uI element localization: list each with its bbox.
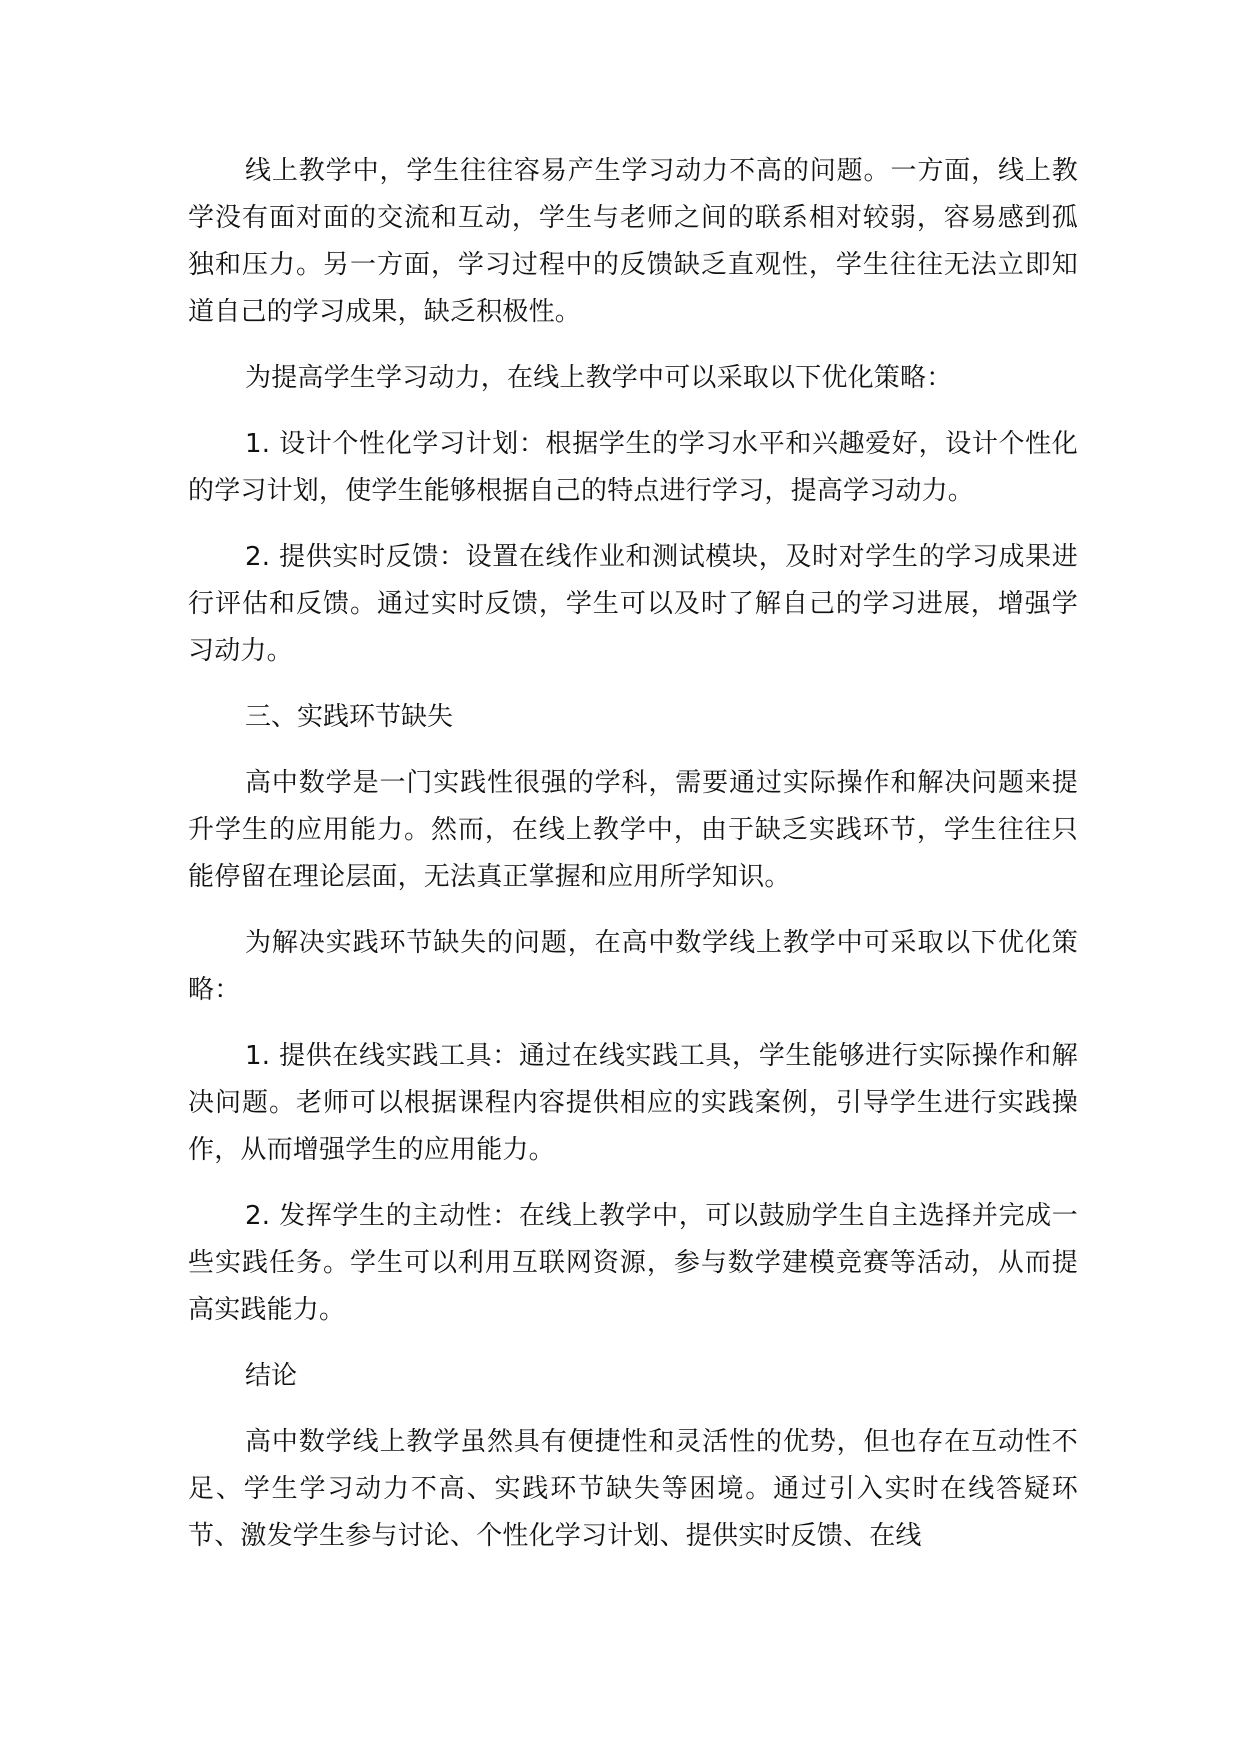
paragraph-strategy-online-tools: 1. 提供在线实践工具：通过在线实践工具，学生能够进行实际操作和解决问题。老师可以根据课程内容提供相应的实践案例，引导学生进行实践操作，从而增强学生的应用能力。	[188, 1041, 1078, 1165]
paragraph-motivation-problem: 线上教学中，学生往往容易产生学习动力不高的问题。一方面，线上教学没有面对面的交流和互动，学生与老师之间的联系相对较弱，容易感到孤独和压力。另一方面，学习过程中的反馈缺乏直观性，学生往往无法立即知道自己的学习成果，缺乏积极性。	[188, 156, 1078, 327]
paragraph-motivation-strategy-intro: 为提高学生学习动力，在线上教学中可以采取以下优化策略：	[245, 363, 953, 393]
section-heading-conclusion: 结论	[245, 1361, 298, 1391]
paragraph-strategy-personalized-plan: 1. 设计个性化学习计划：根据学生的学习水平和兴趣爱好，设计个性化的学习计划，使学生能够根据自己的特点进行学习，提高学习动力。	[188, 429, 1078, 506]
paragraph-conclusion: 高中数学线上教学虽然具有便捷性和灵活性的优势，但也存在互动性不足、学生学习动力不高、实践环节缺失等困境。通过引入实时在线答疑环节、激发学生参与讨论、个性化学习计划、提供实时反馈、在线	[188, 1427, 1078, 1551]
section-heading-practice: 三、实践环节缺失	[245, 702, 454, 732]
paragraph-strategy-realtime-feedback: 2. 提供实时反馈：设置在线作业和测试模块，及时对学生的学习成果进行评估和反馈。通过实时反馈，学生可以及时了解自己的学习进展，增强学习动力。	[188, 542, 1078, 666]
paragraph-practice-problem: 高中数学是一门实践性很强的学科，需要通过实际操作和解决问题来提升学生的应用能力。然而，在线上教学中，由于缺乏实践环节，学生往往只能停留在理论层面，无法真正掌握和应用所学知识。	[188, 768, 1078, 892]
document-body	[188, 148, 1078, 1579]
paragraph-practice-strategy-intro: 为解决实践环节缺失的问题，在高中数学线上教学中可采取以下优化策略：	[188, 928, 1078, 1005]
paragraph-strategy-initiative: 2. 发挥学生的主动性：在线上教学中，可以鼓励学生自主选择并完成一些实践任务。学生可以利用互联网资源，参与数学建模竞赛等活动，从而提高实践能力。	[188, 1201, 1078, 1325]
